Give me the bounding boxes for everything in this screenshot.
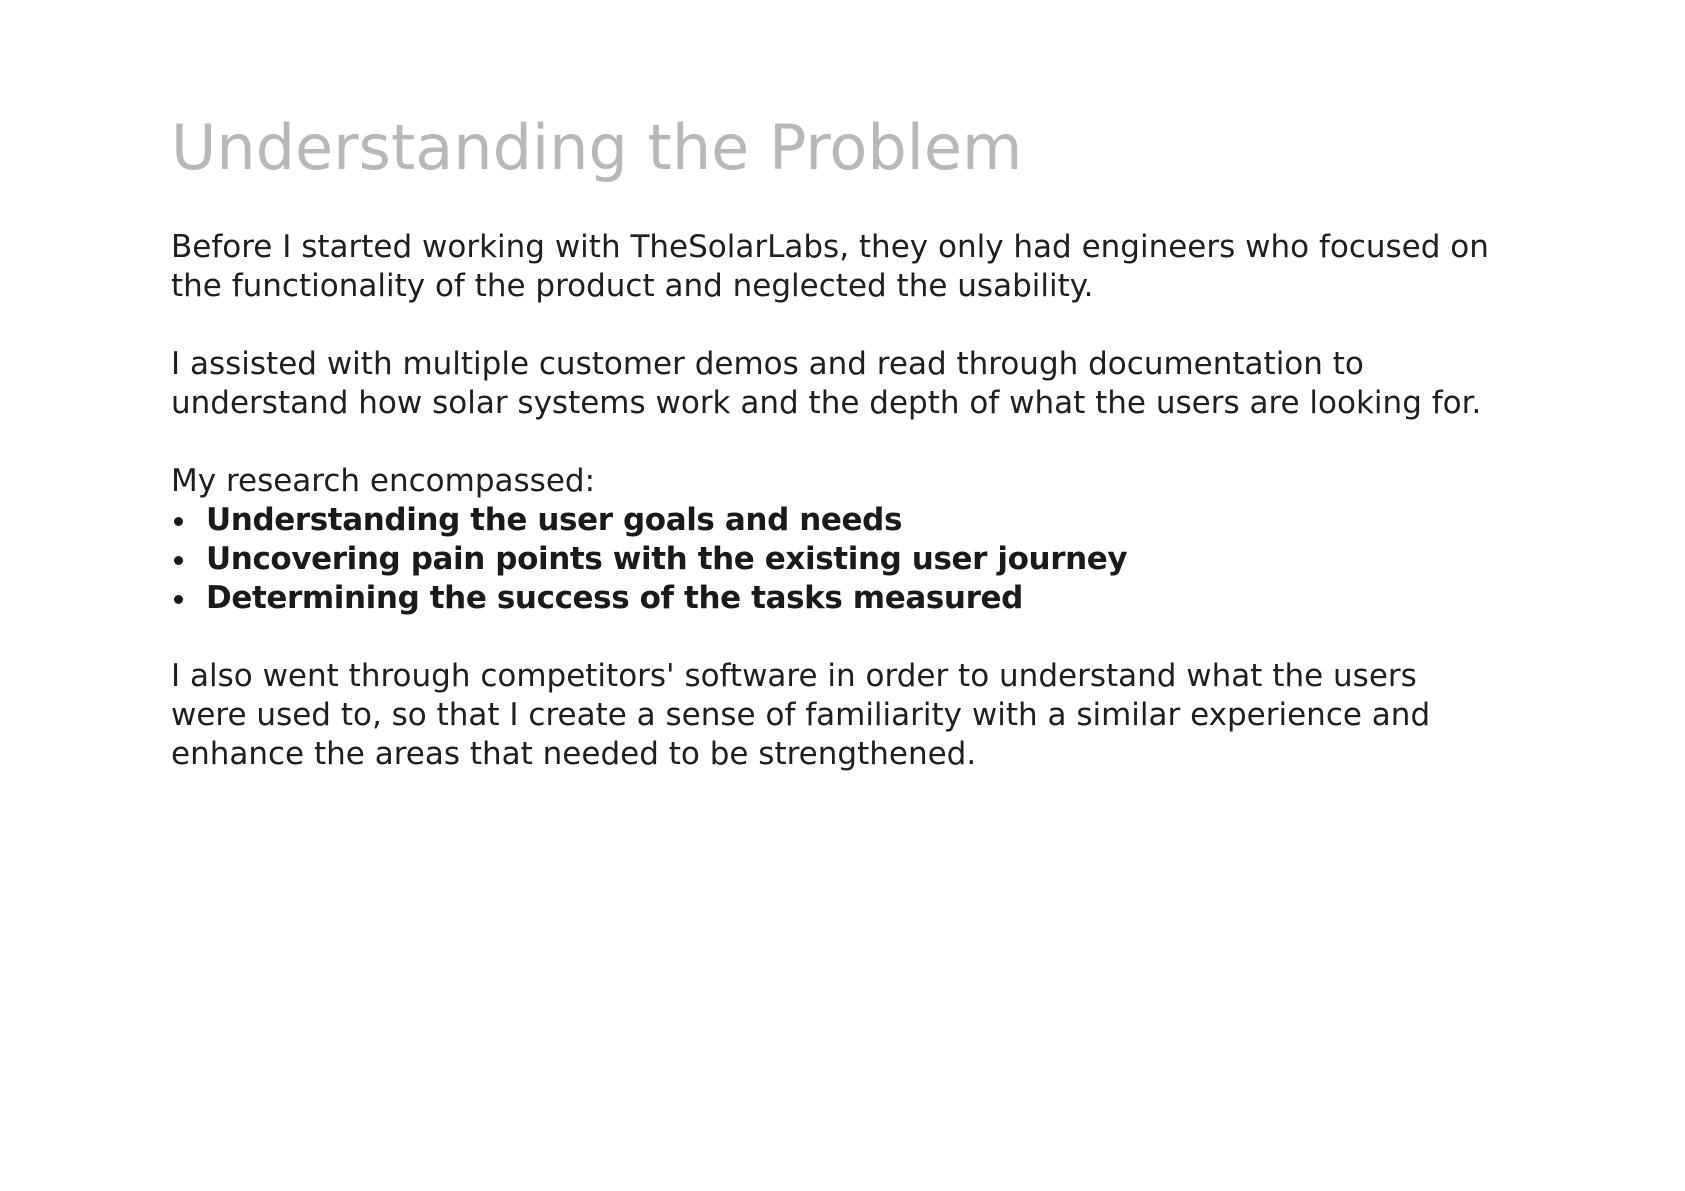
document-page <box>171 108 1571 774</box>
paragraph-line: I assisted with multiple customer demos and read through documentation to <box>171 346 1364 382</box>
bullet-dot-icon <box>174 517 183 526</box>
research-list <box>171 501 1571 618</box>
list-item <box>171 579 1571 618</box>
list-item-text: Understanding the user goals and needs <box>206 502 903 538</box>
paragraph-line: I also went through competitors' software in order to understand what the users <box>171 658 1417 694</box>
competitors-paragraph <box>171 657 1571 774</box>
demos-paragraph <box>171 345 1571 423</box>
intro-paragraph <box>171 228 1571 306</box>
paragraph-line: understand how solar systems work and the depth of what the users are looking for. <box>171 385 1482 421</box>
paragraph-line: Before I started working with TheSolarLabs, they only had engineers who focused on <box>171 229 1489 265</box>
list-item-text: Uncovering pain points with the existing user journey <box>206 541 1128 577</box>
page-title: Understanding the Problem <box>171 111 1023 184</box>
list-item-text: Determining the success of the tasks measured <box>206 580 1023 616</box>
paragraph-line: the functionality of the product and neglected the usability. <box>171 268 1094 304</box>
list-item <box>171 540 1571 579</box>
bullet-dot-icon <box>174 556 183 565</box>
paragraph-line: enhance the areas that needed to be strengthened. <box>171 736 977 772</box>
paragraph-line: were used to, so that I create a sense of familiarity with a similar experience and <box>171 697 1431 733</box>
bullet-dot-icon <box>174 595 183 604</box>
research-section <box>171 462 1571 618</box>
list-item <box>171 501 1571 540</box>
research-intro: My research encompassed: <box>171 463 596 499</box>
